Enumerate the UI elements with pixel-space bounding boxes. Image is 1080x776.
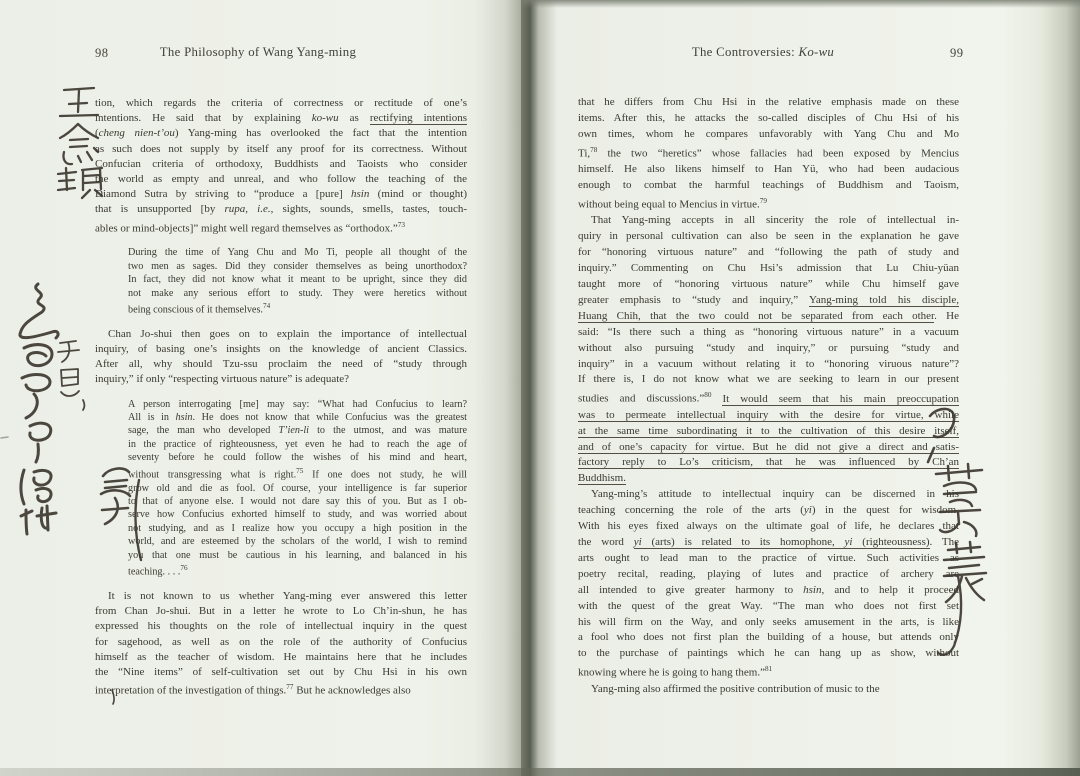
text-segment: the world as empty and unreal, and who follow the teaching of the [95, 173, 467, 186]
text-segment: you that one must be cautious in his learning, and balanced in his [128, 549, 467, 561]
text-line [95, 680, 467, 699]
footnote-ref: 75 [296, 466, 304, 475]
text-segment: all intended to give greater harmony to [578, 583, 804, 596]
italic-term: hsin [803, 583, 822, 596]
text-line [578, 372, 959, 388]
text-line [578, 519, 959, 535]
right-page-body [578, 95, 959, 698]
text-line [578, 325, 959, 341]
text-segment: teaching concerning the role of the arts ( [578, 504, 804, 517]
text-segment: intentions. He said that by explaining [95, 112, 312, 125]
italic-term: cheng nien-t’ou [98, 127, 175, 140]
text-segment: without transgressing what is right. [128, 469, 297, 481]
underlined-text: yi [633, 535, 642, 548]
footnote-ref: 80 [704, 391, 712, 400]
page-number-left: 98 [95, 46, 109, 60]
text-line [128, 300, 467, 317]
text-line [578, 261, 959, 277]
text-segment: sage, the man who developed [128, 425, 279, 437]
text-line [95, 327, 467, 342]
text-line [578, 646, 959, 662]
text-segment: greater emphasis to “study and inquiry,” [578, 293, 810, 306]
text-segment: in the practice of righteousness, yet even he had to reach the age of [128, 438, 467, 450]
text-line [578, 388, 959, 407]
text-line [128, 535, 467, 548]
text-line [95, 342, 467, 357]
text-segment: being conscious of it themselves. [128, 304, 263, 316]
text-line [128, 451, 467, 464]
text-segment: ) in the quest for wisdom. [811, 504, 959, 517]
text-segment: himself. He also likens himself to Han Yü, who had been audacious [578, 163, 959, 176]
text-segment: quiry in personal cultivation can also be seen in the explanation he gave [578, 230, 959, 243]
left-page-body [95, 96, 467, 699]
text-segment: Yang-ming also affirmed the positive contribution of music to the [591, 682, 880, 695]
text-line [128, 482, 467, 495]
footnote-ref: 76 [180, 564, 188, 573]
text-line [578, 309, 959, 325]
underlined-text: at the same time subordinating it to the cultivation of this desire itself, [578, 424, 959, 437]
footnote-ref: 81 [764, 665, 773, 674]
text-segment: his will firm on the Way, and only seeks amusement in the arts, is like [578, 615, 959, 628]
text-line [95, 142, 467, 157]
text-segment: arts ought to lead man to the practice of virtue. Such activities as [578, 551, 959, 564]
text-segment: . The [929, 535, 960, 548]
text-line [95, 111, 467, 126]
text-segment: inquiry.” Commenting on Chu Hsi’s admission that Lu Chiu-yüan [578, 262, 959, 275]
text-line [95, 96, 467, 111]
text-line [578, 178, 959, 194]
text-line [128, 260, 467, 273]
text-line [128, 273, 467, 286]
text-line [578, 487, 959, 503]
left-page [0, 0, 521, 776]
footnote-ref: 78 [590, 145, 598, 154]
text-line [578, 682, 959, 698]
text-segment: tion, which regards the criteria of correctness or rectitude of one’s [95, 97, 467, 109]
block-quote [128, 246, 467, 317]
text-line [95, 604, 467, 619]
text-segment: the two “heretics” whose fallacies had been exposed by Mencius [597, 147, 959, 160]
text-segment: taught more of “honoring virtuous nature” while Chu himself gave [578, 277, 959, 290]
text-segment: With his eyes fixed always on the ultimate goal of life, he declares that [578, 520, 959, 533]
text-line [128, 562, 467, 579]
text-line [578, 630, 959, 646]
text-line [95, 665, 467, 680]
text-line [128, 398, 467, 411]
paragraph [95, 96, 467, 236]
underlined-text: and of one’s capacity for virtue. But he did not give a direct and satis- [578, 440, 959, 453]
italic-term: hsin [350, 188, 370, 201]
text-line [128, 508, 467, 521]
text-line [578, 424, 959, 440]
paragraph [95, 327, 467, 388]
text-line [578, 341, 959, 357]
text-line [578, 471, 959, 487]
text-line [578, 162, 959, 178]
text-segment: ) Yang-ming has overlooked the fact that the intention [174, 127, 467, 140]
underlined-text: (righteousness) [852, 535, 930, 548]
text-segment: It is not known to us whether Yang-ming ever answered this letter [108, 589, 467, 602]
text-segment: grow old and die as fool. Of course, your intelligence is far superior [128, 482, 467, 494]
underlined-text: Huang Chih, that the two could not be separated from each other [578, 309, 935, 322]
text-segment: not make any serious effort to study. They were heretics without [128, 287, 467, 299]
paragraph [578, 213, 959, 487]
text-segment: Confucian criteria of orthodoxy, Buddhists and Taoists who consider [95, 157, 467, 170]
underlined-text: Yang-ming told his disciple, [809, 293, 959, 306]
text-segment: Yang-ming’s attitude to intellectual inquiry can be discerned in his [591, 488, 959, 501]
text-segment: Chan Jo-shui then goes on to explain the importance of intellectual [108, 327, 467, 340]
text-line [578, 293, 959, 309]
right-page [521, 0, 1080, 776]
text-line [95, 172, 467, 187]
running-title-right-text: The Controversies: [691, 45, 799, 59]
text-segment: said: “Is there such a thing as “honoring virtuous nature” in a vacuum [578, 325, 959, 338]
italic-term: rupa, i.e. [224, 203, 271, 216]
text-line [95, 650, 467, 665]
text-segment: items. After this, he attacks the so-called disciples of Chu Hsi of his [578, 111, 959, 124]
text-line [578, 95, 959, 111]
text-line [95, 372, 467, 387]
underlined-text: factory reply to Lo’s criticism, that he was influenced by Ch’an [578, 456, 959, 469]
text-segment: inquiry” in a vacuum without relating it to “honoring viruous nature”? [578, 357, 959, 370]
text-segment: If there is, I do not know what we are seeking to learn in our present [578, 373, 959, 386]
text-segment: a fool who does not first plan the building of a house, but attends only [578, 631, 959, 644]
running-title-right-emph: Ko-wu [798, 45, 835, 59]
text-line [578, 194, 959, 213]
text-line [578, 551, 959, 567]
text-segment: serve how Confucius exhorted himself to study, and was worried about [128, 509, 467, 521]
text-segment: (mind or thought) [369, 188, 468, 201]
text-line [95, 202, 467, 217]
text-segment: interpretation of the investigation of things. [95, 684, 287, 697]
text-segment: the “Nine items” of self-cultivation set out by Chu Hsi in his own [95, 665, 467, 678]
text-line [95, 218, 467, 237]
text-segment: . He does not know that while Confucius was the greatest [192, 412, 467, 424]
text-line [578, 111, 959, 127]
underlined-text: Buddhism. [578, 472, 626, 485]
text-segment: A person interrogating [me] may say: “What had Confucius to learn? [128, 398, 467, 410]
text-segment: During the time of Yang Chu and Mo Ti, people all thought of the [128, 247, 467, 259]
text-line [128, 522, 467, 535]
text-line [95, 157, 467, 172]
text-segment: not studying, and as I realize how you occupy a high position in the [128, 522, 467, 534]
text-line [578, 455, 959, 471]
text-segment: seventy before he could follow the wishes of his mind and heart, [128, 452, 467, 464]
text-segment: After all, why should Tzu-ssu proclaim the need of “study through [95, 358, 467, 371]
text-line [578, 440, 959, 456]
text-line [578, 408, 959, 424]
text-line [578, 213, 959, 229]
text-line [578, 503, 959, 519]
text-segment: that is unsupported [by [95, 203, 225, 216]
text-line [128, 438, 467, 451]
paragraph [578, 487, 959, 681]
text-segment: Diamond Sutra by striving to “produce a [pure] [95, 188, 351, 201]
text-line [578, 662, 959, 681]
text-segment: studies and discussions.” [578, 392, 705, 405]
text-segment: that he differs from Chu Hsi in the relative emphasis made on these [578, 96, 959, 108]
text-line [578, 599, 959, 615]
text-line [128, 246, 467, 259]
footnote-ref: 74 [262, 301, 271, 310]
page-number-right: 99 [950, 46, 964, 60]
text-line [95, 187, 467, 202]
text-segment: as [338, 112, 370, 125]
text-line [578, 127, 959, 143]
text-segment: from Chan Jo-shui. But in a letter he wrote to Lo Ch’in-shun, he has [95, 605, 467, 618]
text-segment: ables or mind-objects]” might well regard themselves as “orthodox.” [95, 222, 398, 235]
paragraph [578, 682, 959, 698]
italic-term: yi [803, 504, 812, 517]
text-line [578, 615, 959, 631]
text-line [95, 619, 467, 634]
text-line [128, 495, 467, 508]
text-segment: , and to help it proceed [821, 583, 959, 596]
text-segment: poetry recital, reading, playing of lutes and practice of archery are [578, 567, 959, 580]
text-line [128, 287, 467, 300]
text-segment: two men as sages. Did they consider themselves as being unorthodox? [128, 260, 467, 272]
text-segment: ( [95, 127, 99, 140]
underlined-text: was to permeate intellectual inquiry with the desire for virtue, while [578, 408, 959, 421]
text-line [578, 245, 959, 261]
text-segment: without also pursuing “study and inquiry,” or pursuing “study and [578, 341, 959, 354]
text-line [95, 589, 467, 604]
underlined-text: yi [844, 535, 853, 548]
text-segment: to that of anyone else. I would not dare say this of you. But as I ob- [128, 496, 467, 508]
text-line [578, 143, 959, 162]
text-segment: enough to combat the harmful teachings of Buddhism and Taoism, [578, 179, 959, 192]
text-segment: All is in [128, 412, 176, 424]
text-line [128, 411, 467, 424]
text-segment: inquiry, of basing one’s insights on the knowledge of ancient Classics. [95, 343, 467, 356]
text-segment: world, and are esteemed by the scholars of the world, I wish to remind [128, 536, 467, 548]
text-segment: as such does not supply by itself any proof for its correctness. Without [95, 142, 467, 155]
text-line [578, 277, 959, 293]
text-line [578, 583, 959, 599]
text-segment: But he acknowledges also [293, 684, 411, 697]
underlined-text: (arts) is related to its homophone, [641, 535, 845, 548]
text-line [128, 465, 467, 482]
underlined-text: rectifying intentions [369, 112, 467, 125]
text-line [95, 357, 467, 372]
text-segment: That Yang-ming accepts in all sincerity the role of intellectual in- [591, 214, 959, 227]
text-segment [711, 393, 722, 405]
italic-term: hsin [175, 412, 193, 424]
running-title-left: The Philosophy of Wang Yang-ming [159, 45, 357, 59]
text-segment: , sights, sounds, smells, tastes, touch- [270, 203, 467, 216]
text-segment: to the purchase of paintings which he can hang up as show, without [578, 647, 959, 660]
text-segment: . He [934, 309, 959, 322]
block-quote [128, 398, 467, 579]
text-segment: without being equal to Mencius in virtue. [578, 198, 760, 211]
text-line [95, 635, 467, 650]
text-segment: knowing where he is going to hang them.” [578, 666, 765, 679]
footnote-ref: 73 [397, 220, 405, 229]
text-segment: In fact, they did not know what it meant to be upright, since they did [128, 274, 467, 286]
text-segment: to the utmost, and was mature [309, 425, 467, 437]
text-segment: Ti, [578, 147, 591, 160]
text-line [578, 535, 959, 551]
paragraph [95, 589, 467, 699]
text-segment: own times, whom he compares unfavorably with Yang Chu and Mo [578, 127, 959, 140]
running-title-right [643, 45, 883, 60]
text-segment: for sagehood, as well as on the role of the authority of Confucius [95, 635, 467, 648]
text-segment: inquiry,” if only “respecting virtuous nature” is adequate? [95, 373, 350, 386]
footnote-ref: 77 [286, 683, 294, 692]
text-line [128, 424, 467, 437]
text-segment: himself as the teacher of wisdom. He maintains here that he includes [95, 650, 467, 663]
text-line [95, 126, 467, 141]
text-line [578, 357, 959, 373]
paragraph [578, 95, 959, 213]
text-line [578, 567, 959, 583]
footnote-ref: 79 [759, 196, 767, 205]
text-line [128, 549, 467, 562]
italic-term: T’ien-li [278, 425, 310, 437]
italic-term: ko-wu [311, 112, 339, 125]
text-segment: the word [578, 535, 634, 548]
text-line [578, 229, 959, 245]
text-segment: teaching. . . . [128, 566, 181, 578]
text-segment: If one does not study, he will [303, 469, 467, 481]
text-segment: for “honoring virtuous nature” and “following the path of study and [578, 246, 959, 259]
text-segment: with the quest of the great Way. “The man who does not first set [578, 599, 959, 612]
text-segment: expressed his thoughts on the role of intellectual inquiry in the quest [95, 620, 467, 633]
underlined-text: It would seem that his main preoccupation [722, 392, 960, 405]
